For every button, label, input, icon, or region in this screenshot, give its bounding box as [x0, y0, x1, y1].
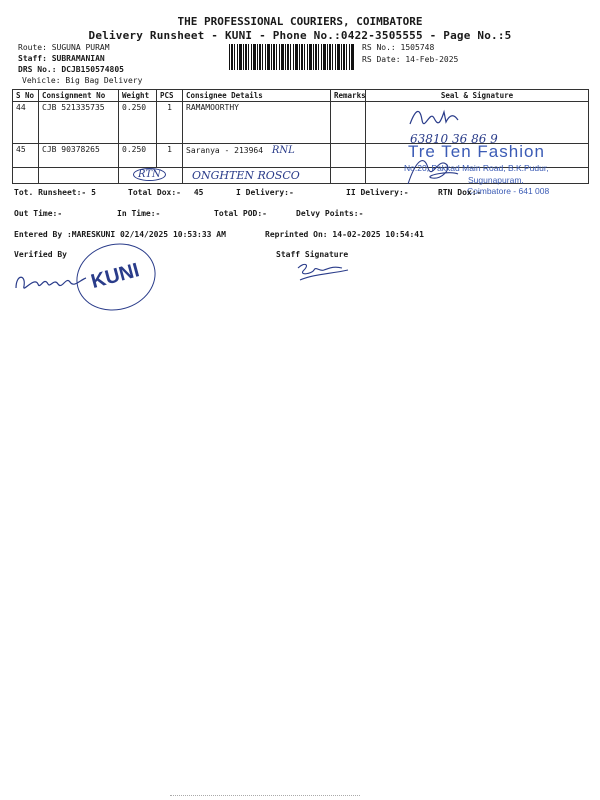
in-time-label: In Time:-: [117, 209, 161, 218]
stamp-address-line2: Sugunapuram,: [468, 175, 524, 185]
total-dox-value: 45: [193, 188, 204, 197]
total-runsheet-value: 5: [91, 188, 96, 197]
consignee-text: Saranya - 213964: [186, 146, 264, 155]
col-consignment: Consignment No: [39, 90, 119, 102]
cell-pcs: 1: [157, 144, 183, 168]
cell-weight: 0.250: [119, 102, 157, 144]
vehicle-label: Vehicle:: [22, 76, 61, 85]
col-consignee: Consignee Details: [183, 90, 331, 102]
cell-weight: 0.250: [119, 144, 157, 168]
col-seal: Seal & Signature: [366, 90, 589, 102]
rs-no-line: [362, 43, 434, 52]
handwritten-consignee-note: RNL: [271, 145, 295, 156]
kuni-stamp-text: KUNI: [88, 259, 142, 294]
rs-date-label: RS Date:: [362, 55, 401, 64]
route-line: [18, 43, 110, 52]
col-pcs: PCS: [157, 90, 183, 102]
handwritten-rtn: RTN: [133, 168, 166, 181]
drs-value: DCJB150574805: [61, 65, 124, 74]
total-runsheet-label: Tot. Runsheet:-: [14, 188, 87, 197]
vehicle-value: Big Bag Delivery: [65, 76, 143, 85]
staff-label: Staff:: [18, 54, 47, 63]
kuni-stamp: [69, 235, 163, 319]
cell-seal: [366, 102, 589, 144]
table-header-row: [13, 90, 589, 102]
rs-date-line: [362, 55, 458, 64]
cell-remarks: [331, 144, 366, 168]
total-pod-label: Total POD:-: [214, 209, 267, 218]
staff-line: [18, 54, 105, 63]
cell-consignee-note: [183, 168, 331, 184]
rtn-dox-label: RTN Dox:-: [438, 188, 482, 197]
cell-consignee: [183, 144, 331, 168]
rs-no-value: 1505748: [400, 43, 435, 52]
total-dox: [128, 188, 203, 197]
col-sno: S No: [13, 90, 39, 102]
total-runsheet: [14, 188, 96, 197]
col-remarks: Remarks: [331, 90, 366, 102]
col-weight: Weight: [119, 90, 157, 102]
entered-by: Entered By :MARESKUNI 02/14/2025 10:53:33 AM: [14, 230, 226, 239]
cell-consignment: CJB 90378265: [39, 144, 119, 168]
ii-delivery-label: II Delivery:-: [346, 188, 409, 197]
staff-signature-icon: [290, 258, 360, 286]
cell-consignment: CJB 521335735: [39, 102, 119, 144]
rs-date-value: 14-Feb-2025: [405, 55, 459, 64]
cell-weight-note: [119, 168, 183, 184]
vehicle-line: [22, 76, 142, 85]
handwritten-address: ONGHTEN ROSCO: [192, 169, 300, 182]
cell-remarks: [331, 102, 366, 144]
runsheet-subtitle: Delivery Runsheet - KUNI - Phone No.:0422-3505555 - Page No.:5: [88, 29, 512, 42]
cell-pcs: 1: [157, 102, 183, 144]
handwritten-phone: 63810 36 86 9: [410, 132, 498, 146]
verified-by-label: Verified By: [14, 250, 67, 259]
out-time-label: Out Time:-: [14, 209, 63, 218]
cell-sno: 45: [13, 144, 39, 168]
cell-consignee: RAMAMOORTHY: [183, 102, 331, 144]
cell-empty: [13, 168, 39, 184]
reprinted-on: Reprinted On: 14-02-2025 10:54:41: [265, 230, 424, 239]
drs-line: [18, 65, 124, 74]
delvy-points-label: Delvy Points:-: [296, 209, 364, 218]
cell-empty: [39, 168, 119, 184]
stamp-address-line1: No.20, Pakkad Main Road, B.K.Pudur,: [404, 163, 549, 173]
route-label: Route:: [18, 43, 47, 52]
stamp-company-name: Tre Ten Fashion: [408, 142, 545, 161]
cell-sno: 44: [13, 102, 39, 144]
footer-dotted-line: [170, 795, 360, 796]
stamp-signature-icon: [402, 150, 462, 190]
cell-empty: [331, 168, 366, 184]
barcode: [229, 44, 355, 70]
stamp-address-line3: Coimbatore - 641 008: [467, 186, 550, 196]
table-row: [13, 102, 589, 144]
route-value: SUGUNA PURAM: [51, 43, 110, 52]
staff-signature-label: Staff Signature: [276, 250, 349, 259]
signature-scribble-icon: [406, 104, 476, 128]
rs-no-label: RS No.:: [362, 43, 396, 52]
total-dox-label: Total Dox:-: [128, 188, 181, 197]
company-title: THE PROFESSIONAL COURIERS, COIMBATORE: [177, 15, 423, 28]
staff-value: SUBRAMANIAN: [51, 54, 105, 63]
i-delivery-label: I Delivery:-: [236, 188, 294, 197]
drs-label: DRS No.:: [18, 65, 57, 74]
